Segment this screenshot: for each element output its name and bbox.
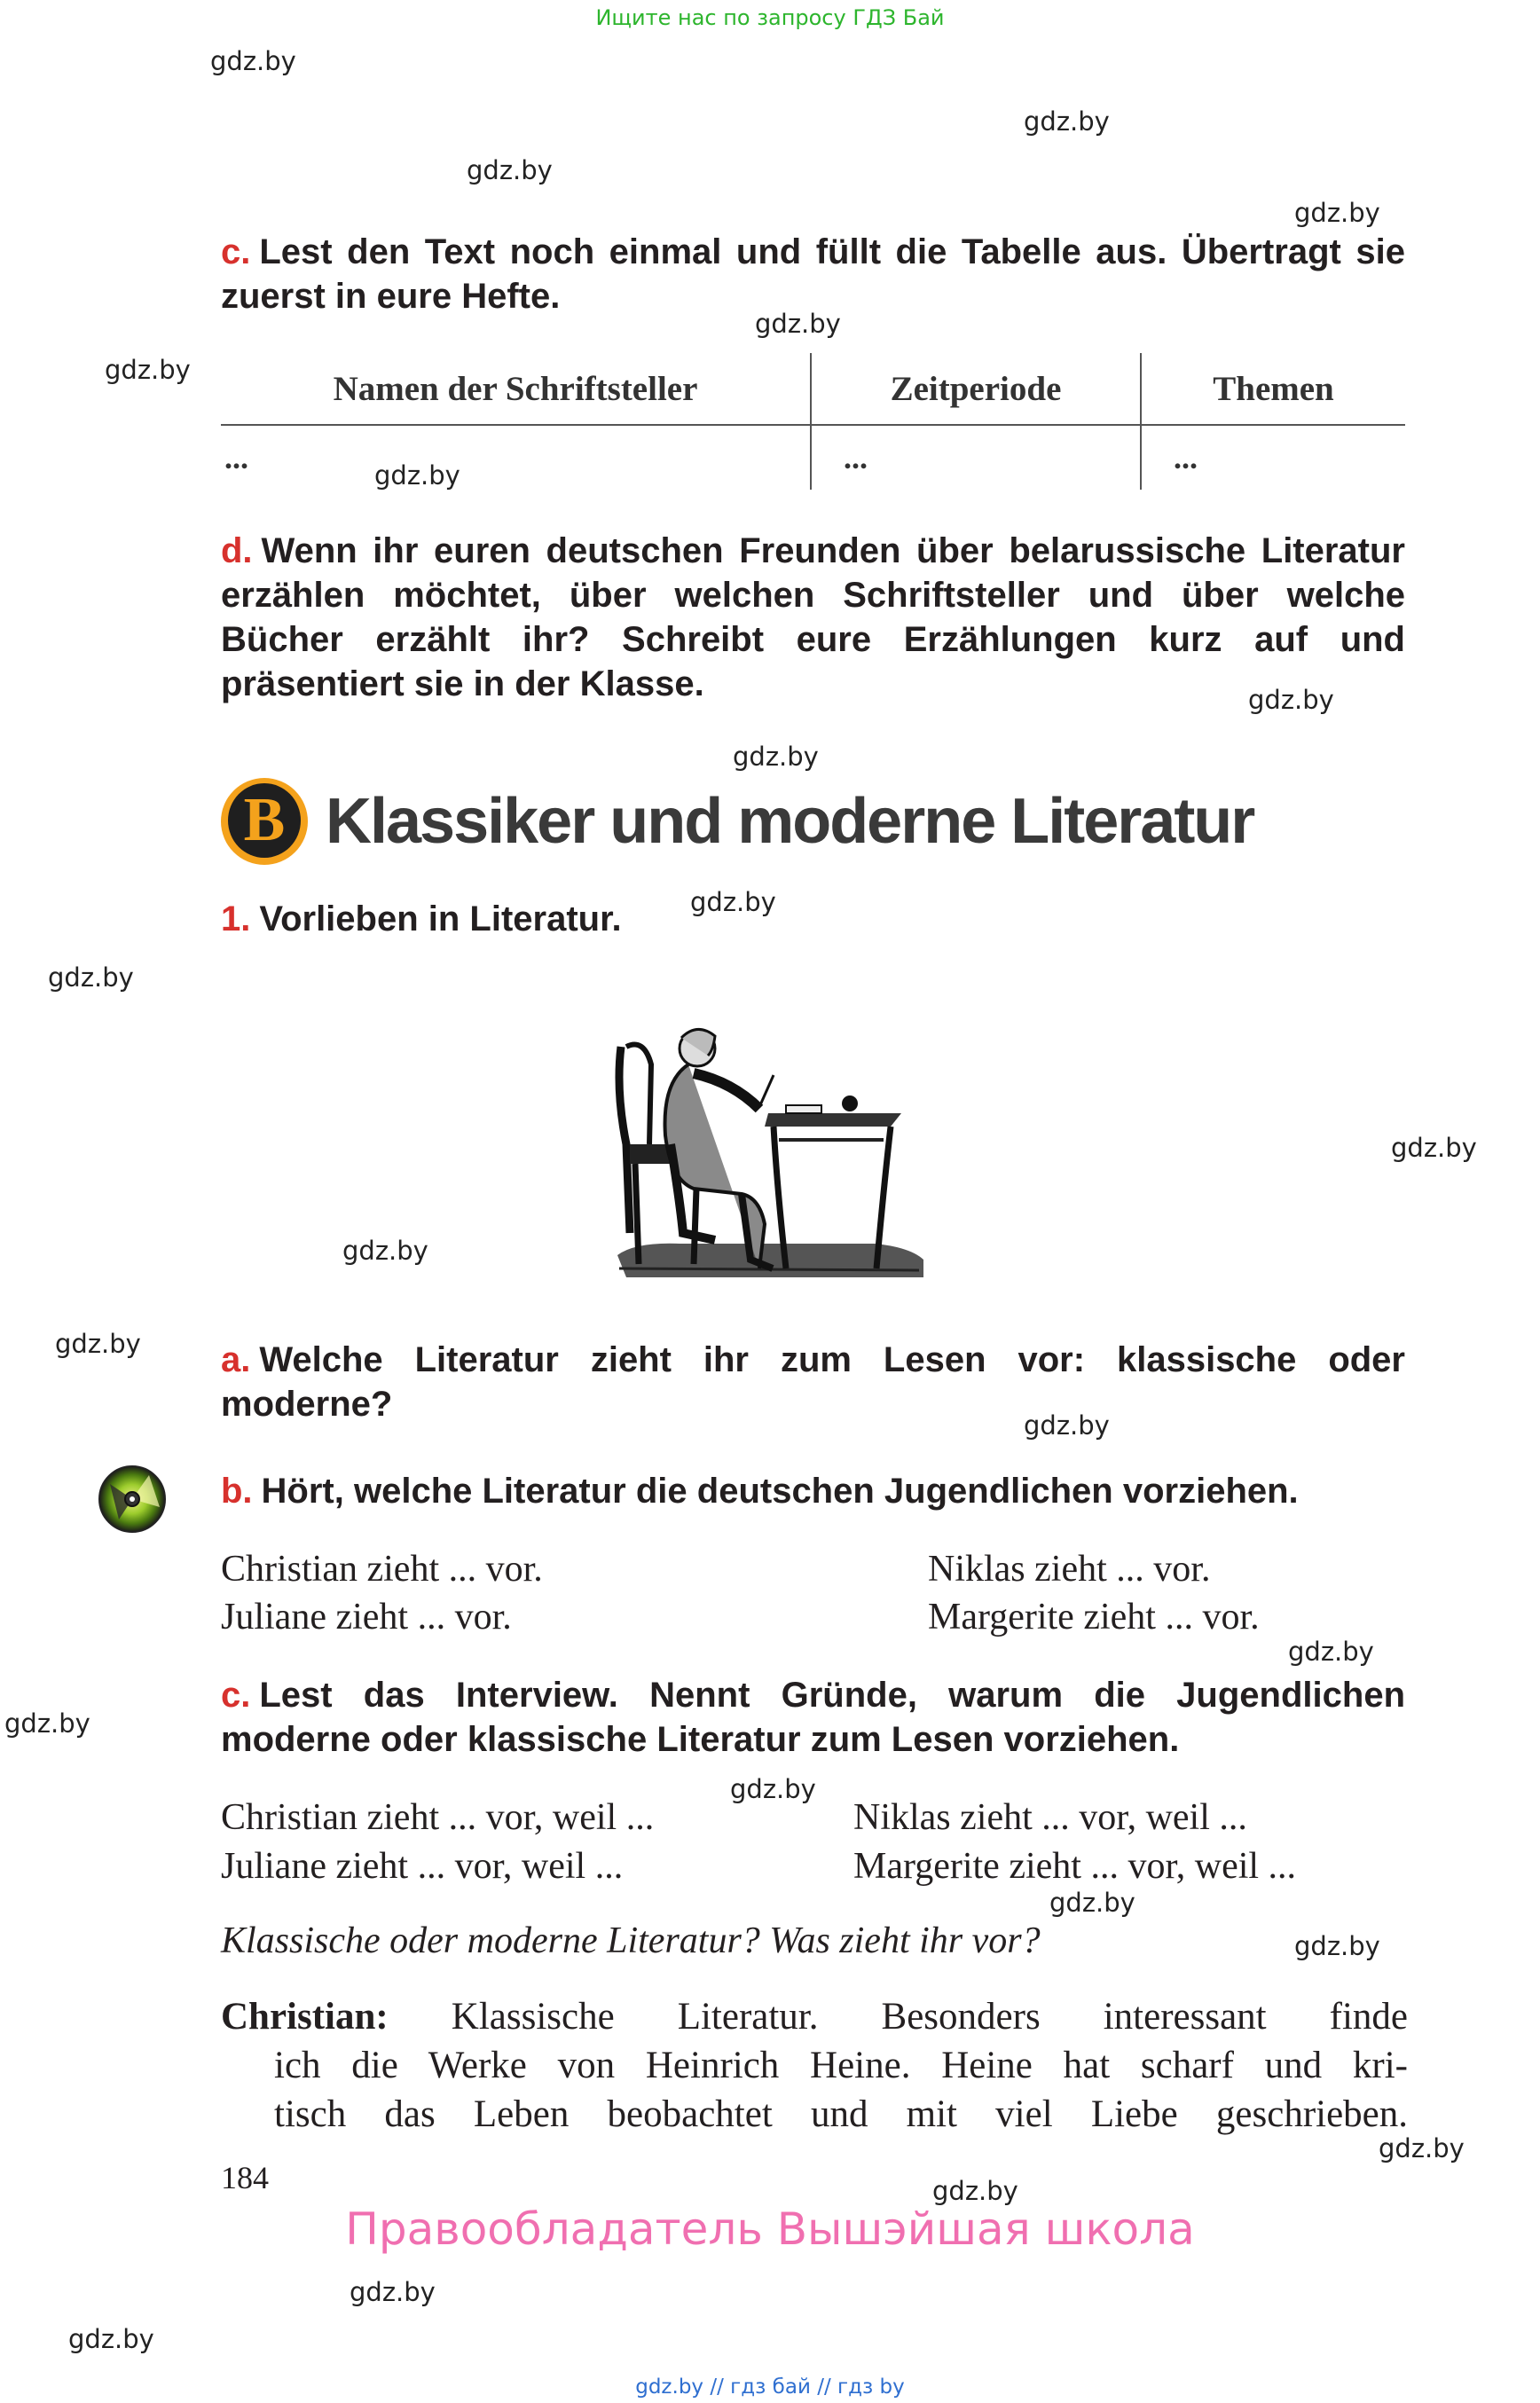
watermark: gdz.by [48,962,134,993]
table-header: Themen [1141,353,1405,425]
task-c [221,1673,1405,1762]
sentence: Niklas zieht ... vor. [928,1549,1211,1590]
sentence: Niklas zieht ... vor, weil ... [853,1797,1247,1838]
watermark: gdz.by [1379,2133,1465,2163]
sentence: Christian zieht ... vor, weil ... [221,1797,655,1838]
speaker-name: Christian: [221,1996,389,2038]
authors-table [221,353,1405,490]
watermark: gdz.by [68,2324,154,2354]
sentence: Margerite zieht ... vor, weil ... [853,1846,1297,1887]
watermark: gdz.by [1049,1888,1135,1918]
exercise-title: Vorlieben in Literatur. [259,899,622,938]
watermark: gdz.by [1294,198,1380,228]
table-cell: ... [1141,425,1405,490]
watermark: gdz.by [105,355,191,385]
task-text: Welche Literatur zieht ihr zum Lesen vor: klassische oder moderne? [221,1340,1405,1424]
task-letter: d. [221,531,253,570]
sentence: Margerite zieht ... vor. [928,1597,1260,1637]
task-text: Hört, welche Literatur die deutschen Jugendlichen vorziehen. [261,1472,1299,1511]
task-text: Lest den Text noch einmal und füllt die Tabelle aus. Übertragt sie zuerst in eure Hefte. [221,232,1405,316]
table-cell: ... [224,440,248,475]
section-badge [221,778,308,865]
watermark: gdz.by [1391,1133,1477,1163]
watermark: gdz.by [4,1708,90,1739]
task-letter: c. [221,1676,251,1715]
watermark: gdz.by [374,460,460,491]
task-a [221,1338,1405,1426]
section-badge-letter: B [228,783,301,858]
sentence: Christian zieht ... vor. [221,1549,543,1590]
watermark: gdz.by [932,2176,1018,2206]
table-header: Zeitperiode [811,353,1141,425]
exercise-number: 1. [221,899,251,938]
watermark: gdz.by [1248,685,1334,715]
answer-line: Klassische Literatur. Besonders interessant finde [388,1996,1408,2038]
table-cell: ... [811,425,1141,490]
watermark: gdz.by [733,742,819,772]
table-row [221,425,1405,490]
writer-at-desk-illustration [609,1011,928,1291]
watermark: gdz.by [1024,106,1110,137]
footer-links[interactable]: gdz.by // гдз бай // гдз by [635,2376,905,2399]
watermark: gdz.by [467,155,553,185]
watermark: gdz.by [1294,1931,1380,1961]
page-number: 184 [221,2160,269,2195]
interview-answer [221,1992,1408,2139]
answer-line: ich die Werke von Heinrich Heine. Heine hat scharf und kri- [274,2045,1408,2086]
watermark: gdz.by [210,46,296,76]
watermark: gdz.by [1288,1637,1374,1667]
task-letter: b. [221,1472,253,1511]
task-letter: a. [221,1340,251,1379]
exercise-1 [221,897,842,941]
task-letter: c. [221,232,251,271]
watermark: gdz.by [350,2277,436,2307]
task-1d [221,529,1405,706]
watermark: gdz.by [342,1236,428,1266]
answer-line: tisch das Leben beobachtet und mit viel Liebe geschrieben. [274,2093,1408,2135]
interview-question: Klassische oder moderne Literatur? Was zieht ihr vor? [221,1920,1041,1961]
task-b [221,1469,1405,1513]
task-text: Lest das Interview. Nennt Gründe, warum die Jugendlichen moderne oder klassische Literatur zum Lesen vorziehen. [221,1676,1405,1759]
watermark: gdz.by [730,1774,816,1804]
sentence: Juliane zieht ... vor, weil ... [221,1846,624,1887]
section-heading [221,775,1253,868]
watermark: gdz.by [690,887,776,917]
watermark: gdz.by [755,309,841,339]
copyright-notice: Правообладатель Вышэйшая школа [345,2203,1195,2255]
table-header-row [221,353,1405,425]
table-header: Namen der Schriftsteller [221,353,811,425]
section-title: Klassiker und moderne Literatur [326,786,1254,857]
watermark: gdz.by [1024,1410,1110,1441]
task-1c [221,230,1405,318]
audio-cd-icon [98,1465,167,1534]
watermark: gdz.by [55,1329,141,1359]
task-text: Wenn ihr euren deutschen Freunden über belarussische Literatur erzählen möchtet, über welchen Schriftsteller und über welche Bücher erzählt ihr? Schreibt eure Erzählungen kurz auf und präsentiert sie in der Klasse. [221,531,1405,703]
search-banner: Ищите нас по запросу ГДЗ Бай [595,5,945,30]
sentence: Juliane zieht ... vor. [221,1597,512,1637]
